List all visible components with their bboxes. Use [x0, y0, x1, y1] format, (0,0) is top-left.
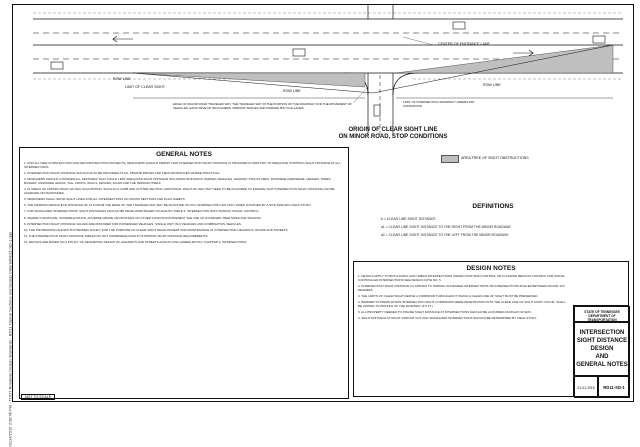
row-line-label-right: ROW LINE — [483, 83, 501, 87]
design-note: 4. BARRIER SYSTEMS WITHIN INTERSECTION SIGHT CORRIDORS WERE PENETRATION INTO THE CLEAR LINE OF SIGHT MUST OCCUR, SHALL BE LIMITED TO PROFILE OF THE ROADWAY (3.5 FT.). — [358, 300, 566, 308]
definition-item: b = CLEAR LINE SIGHT DISTANCE — [381, 217, 436, 221]
title-line-3: DESIGN — [590, 346, 614, 352]
general-note: 9. INTERSECTION SIGHT DISTANCE VALUES ARE PROVIDED FOR PASSENGER VEHICLES, SINGLE UNIT (SU) VEHICLES AND COMBINATION VEHICLES. — [24, 221, 242, 226]
scale-label: NOT TO SCALE — [21, 394, 55, 400]
general-note: 1. FOR ALL NEW CONSTRUCTION AND RECONSTRUCTION PROJECTS, DESIGNERS SHOULD PERMIT THAT INTERSECTION SIGHT DISTANCE IS PROVIDED IN ADDITION TO ADEQUATE STOPPING SIGHT DISTANCE AT ALL INTERSECTIONS. — [24, 161, 341, 169]
general-notes-title: GENERAL NOTES — [156, 151, 212, 158]
general-note: 10. THE INFORMATION SHOWN IS INTENDED SOLELY FOR THE PURPOSE OF CLEAR SIGHT DEVELOPMENT AND MAINTENANCE AT INTERSECTING HIGHWAYS, ROADS AND STREETS. — [24, 227, 289, 232]
intersecting-roadway-note: LIMIT OF INTERSECTING ROADWAY UNDERSTOP CONDITIONS — [403, 100, 475, 108]
design-note: 1. DETAILS APPLY TO BOTH RURAL AND URBAN INTERSECTIONS UNDER STOP SIGN CONTROL OR FLASHING BEACON CONTROL FOR SIGNAL CONTROLLED INTERSECTIONS SEE DESIGN NOTE NO. 5. — [358, 274, 566, 282]
title-block — [573, 305, 629, 397]
design-note: 5. ALL PROPERTY NEEDED TO INSURE SIGHT DISTANCE AT INTERSECTIONS SHOULD BE ACQUIRED AS RIGHT-OF-WAY. — [358, 309, 532, 314]
agency-line-2: DEPARTMENT OF TRANSPORTATION — [587, 314, 617, 322]
row-line-label-mid: ROW LINE — [283, 89, 301, 93]
definition-item: a1 = CLEAR LINE SIGHT DISTANCE TO THE RIGHT FROM THE MINOR ROADWAY — [381, 225, 512, 229]
legend-swatch — [441, 155, 459, 163]
general-note: 11. THE INTERSECTION SIGHT DISTANCE TABLES DO NOT SUPERSEDE AASHTO STOPPING SIGHT DISTANCE REQUIREMENTS. — [24, 234, 209, 239]
general-note: 5. DESIGNERS SHALL SHOW SIGHT LINES FOR ALL INTERSECTIONS ON CROSS SECTIONS AND PLAN SHEETS. — [24, 196, 186, 201]
general-notes-list — [24, 162, 344, 248]
definition-item: a2 = CLEAR LINE SIGHT DISTANCE TO THE LEFT FROM THE MINOR ROADWAY — [381, 233, 509, 237]
title-line-5: GENERAL NOTES — [576, 362, 628, 368]
side-file-path — [0, 4, 13, 447]
design-note: 6. SIGHT DISTANCE AT RIGHT IN/RIGHT OUT AND SIGNALIZED INTERSECTIONS SHOULD BE DETERMINED BY FIELD STUDY. — [358, 316, 537, 321]
general-note: 6. THE MINIMUM DESIGN ECD DISTANCE OF 14.5 FROM THE EDGE OF THE TRAVELED WAY MAY BE ADJUSTED ON ANY INTERSECTION LEG ONLY WHEN JUSTIFIED BY A SITE SPECIFIC FIELD STUDY. — [24, 203, 312, 208]
title-line-4: AND — [595, 354, 609, 360]
drawing-sheet — [12, 4, 634, 402]
drawing-number-cell: RD11-SD-1 — [598, 376, 630, 398]
general-notes-box — [19, 147, 349, 399]
definitions-list — [381, 215, 621, 239]
edge-of-traveled-way-note: EDGE OF MAJOR ROAD TRAVELED WAY. THE TRAVELED WAY IN THE PORTION OF THE ROADWAY FOR THE MOVEMENT OF VEHICLES, EXCLUSIVE OF SHOULDERS, PARKING SPACES AND MARKED BICYCLE LANES. — [173, 102, 352, 110]
title-cell — [574, 322, 630, 376]
general-note: 7. FOR SIGNALIZED INTERSECTIONS, SIGHT DISTANCES SHOULD BE DEVELOPED BASED ON AASHTO TABLE 9. INTERSECTION WITH TRAFFIC SIGNAL CONTROL. — [24, 209, 260, 214]
design-notes-list — [358, 275, 568, 323]
caption-line-2: ON MINOR ROAD, STOP CONDITIONS — [338, 134, 448, 140]
general-note: 12. DETAILS ARE BASED ON A POLICY OF GEOMETRIC DESIGN OF HIGHWAYS AND STREETS AASHTO 2011 (GREEN BOOK), CHAPTER 9, INTERSECTIONS. — [24, 240, 248, 245]
design-note: 3. THE LIMITS OF CLEAR SIGHT DEFINE A CORRIDOR THROUGHOUT WHICH A CLEAR LINE OF SIGHT MUST BE PRESERVED. — [358, 293, 539, 298]
general-note: 2. INTERSECTION SIGHT DISTANCE SHOULD ALSO BE PROVIDED AT ALL PRIVATE DRIVES AND FIELD ENTRANCES WHERE PRACTICAL. — [24, 170, 221, 175]
title-line-1: INTERSECTION — [579, 330, 625, 336]
design-notes-title: DESIGN NOTES — [466, 265, 516, 272]
side-file-path-text: 01/14/2015 3:38:46 PM - TDOT Roadway Design Standards - RD11 Typical Sections and Design Criteria/RD11-SD-1.dgn — [7, 231, 13, 447]
date-cell: 01-01-2015 — [574, 376, 598, 398]
general-note: 8. WHERE CURVATURE, SUPERELEVATION, ADVERSE GRADE OR PROFILES ON OTHER CONDITIONS PRESENT THE USE OF STANDARD TREE SIZES AND SPACING. — [24, 215, 262, 220]
caption-line-1: ORIGIN OF CLEAR SIGHT LINE — [348, 127, 438, 133]
agency-cell — [574, 306, 630, 322]
limit-of-clear-sight-label: LIMIT OF CLEAR SIGHT — [125, 85, 166, 89]
agency-line-1: STATE OF TENNESSEE — [584, 310, 620, 314]
center-of-entrance-lane-label: CENTER OF ENTRANCE LANE — [438, 42, 490, 46]
general-note: 3. DESIGNERS SHOULD CONSIDER ALL FEATURES THAT COULD LIMIT ADEQUATE SIGHT DISTANCE INCLUDING BUILDINGS, PARKED VEHICLES, HIGHWAY STRUCTURES, ROADSIDE HARDWARE, HEDGES, TREES, BUSHES, UNMOWED GRASS, TALL CROPS, WALLS, FENCES, SIGNS AND THE TERRAIN ITSELF. — [24, 177, 332, 185]
definitions-title: DEFINITIONS — [472, 203, 514, 210]
drawing-caption — [303, 127, 483, 141]
general-note: 4. IN AREAS OF LIMITED RIGHT-OF-WAY ACQUISITION, SUCH AS A CURB AND GUTTER SECTION, ADDITIONAL RIGHT-OF-WAY MAY NEED TO BE ACQUIRED TO ENSURE THAT INTERSECTION SIGHT DISTANCE CAN BE ACHIEVED OR MAINTAINED. — [24, 187, 335, 195]
design-note: 2. INTERSECTION SIGHT DISTANCE (b) APPLIES TO NORMAL 90 DEGREE INTERSECTIONS OR INTERSECTIONS ANGLES BETWEEN 60 AND 120 DEGREES. — [358, 283, 565, 292]
row-line-label-left: ROW LINE — [113, 77, 131, 81]
legend-label: AREA FREE OF SIGHT OBSTRUCTIONS — [461, 156, 529, 160]
title-line-2: SIGHT DISTANCE — [576, 338, 628, 344]
